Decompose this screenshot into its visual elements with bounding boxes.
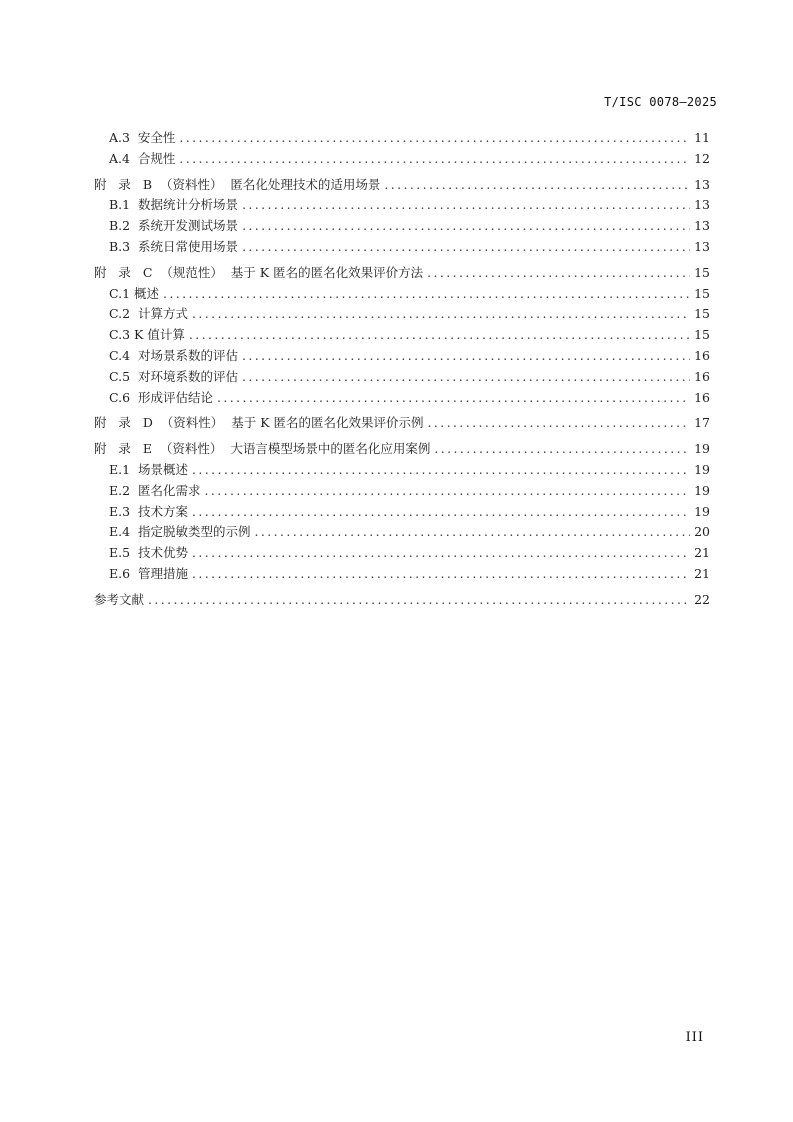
toc-entry[interactable]: [94, 263, 710, 284]
toc-dot-leader: [189, 325, 690, 346]
toc-entry[interactable]: [94, 481, 710, 502]
toc-entry[interactable]: [94, 325, 710, 346]
toc-entry-label: 附 录 D （资料性） 基于 K 匿名的匿名化效果评价示例: [94, 415, 424, 431]
toc-entry[interactable]: [94, 367, 710, 388]
toc-entry-label: B.3 系统日常使用场景: [109, 238, 239, 254]
toc-dot-leader: [255, 522, 691, 543]
toc-dot-leader: [217, 388, 690, 409]
toc-dot-leader: [179, 128, 690, 149]
toc-entry[interactable]: [94, 590, 710, 611]
toc-dot-leader: [163, 284, 690, 305]
toc-entry-label: C.2 计算方式: [109, 306, 188, 322]
toc-entry-page: 13: [694, 218, 710, 234]
toc-dot-leader: [192, 564, 690, 585]
toc-entry-page: 16: [694, 347, 710, 363]
toc-entry[interactable]: [94, 388, 710, 409]
toc-entry[interactable]: [94, 439, 710, 460]
toc-dot-leader: [179, 149, 690, 170]
toc-entry-page: 13: [694, 238, 710, 254]
toc-entry-label: A.4 合规性: [109, 150, 176, 166]
toc-entry-label: B.1 数据统计分析场景: [109, 197, 239, 213]
toc-dot-leader: [434, 439, 690, 460]
page-number: III: [685, 1030, 704, 1045]
toc-dot-leader: [242, 367, 690, 388]
toc-dot-leader: [242, 195, 690, 216]
toc-dot-leader: [205, 481, 691, 502]
toc-entry[interactable]: [94, 237, 710, 258]
toc-entry-page: 15: [694, 306, 710, 322]
toc-dot-leader: [192, 304, 690, 325]
toc-entry-label: 参考文献: [94, 591, 145, 607]
toc-entry-label: E.4 指定脱敏类型的示例: [109, 524, 251, 540]
toc-dot-leader: [192, 460, 690, 481]
toc-dot-leader: [242, 346, 690, 367]
toc-entry[interactable]: [94, 564, 710, 585]
toc-entry[interactable]: [94, 522, 710, 543]
toc-entry-page: 16: [694, 389, 710, 405]
toc-entry[interactable]: [94, 175, 710, 196]
toc-entry-page: 19: [694, 503, 710, 519]
toc-entry-page: 17: [694, 415, 710, 431]
toc-entry[interactable]: [94, 304, 710, 325]
toc-entry-label: C.1 概述: [109, 285, 160, 301]
toc-entry-page: 15: [694, 285, 710, 301]
toc-entry[interactable]: [94, 346, 710, 367]
toc-dot-leader: [242, 216, 690, 237]
toc-dot-leader: [192, 502, 690, 523]
toc-entry-page: 21: [694, 545, 710, 561]
toc-entry-page: 15: [694, 264, 710, 280]
toc-entry-page: 21: [694, 565, 710, 581]
table-of-contents: [94, 128, 710, 611]
toc-dot-leader: [148, 590, 690, 611]
toc-entry-label: E.1 场景概述: [109, 461, 188, 477]
toc-entry[interactable]: [94, 460, 710, 481]
toc-entry-page: 19: [694, 461, 710, 477]
toc-dot-leader: [427, 263, 690, 284]
toc-entry[interactable]: [94, 543, 710, 564]
toc-entry-label: C.4 对场景系数的评估: [109, 347, 238, 363]
toc-entry-label: E.2 匿名化需求: [109, 482, 201, 498]
toc-entry[interactable]: [94, 284, 710, 305]
toc-entry[interactable]: [94, 149, 710, 170]
toc-entry-page: 13: [694, 197, 710, 213]
toc-entry-page: 22: [694, 591, 710, 607]
toc-entry-label: C.5 对环境系数的评估: [109, 368, 238, 384]
toc-entry-label: C.6 形成评估结论: [109, 389, 213, 405]
toc-entry[interactable]: [94, 413, 710, 434]
toc-entry-label: 附 录 E （资料性） 大语言模型场景中的匿名化应用案例: [94, 441, 431, 457]
toc-entry-page: 19: [694, 441, 710, 457]
toc-entry-label: C.3 K 值计算: [109, 327, 185, 343]
toc-entry-page: 13: [694, 176, 710, 192]
toc-entry[interactable]: [94, 195, 710, 216]
toc-entry-label: 附 录 B （资料性） 匿名化处理技术的适用场景: [94, 176, 381, 192]
toc-entry-label: 附 录 C （规范性） 基于 K 匿名的匿名化效果评价方法: [94, 264, 424, 280]
toc-entry-page: 20: [694, 524, 710, 540]
toc-entry-label: E.5 技术优势: [109, 545, 188, 561]
toc-entry-label: B.2 系统开发测试场景: [109, 218, 239, 234]
toc-entry-label: E.6 管理措施: [109, 565, 188, 581]
toc-entry-label: A.3 安全性: [109, 130, 176, 145]
toc-entry[interactable]: [94, 128, 710, 149]
toc-entry-label: E.3 技术方案: [109, 503, 188, 519]
toc-entry-page: 19: [694, 482, 710, 498]
toc-entry[interactable]: [94, 502, 710, 523]
toc-entry-page: 16: [694, 368, 710, 384]
toc-dot-leader: [192, 543, 690, 564]
toc-dot-leader: [384, 175, 690, 196]
toc-entry[interactable]: [94, 216, 710, 237]
toc-entry-page: 12: [694, 150, 710, 166]
toc-dot-leader: [242, 237, 690, 258]
toc-dot-leader: [428, 413, 691, 434]
document-code: T/ISC 0078—2025: [604, 95, 717, 109]
toc-entry-page: 15: [694, 327, 710, 343]
toc-entry-page: 11: [694, 130, 710, 145]
